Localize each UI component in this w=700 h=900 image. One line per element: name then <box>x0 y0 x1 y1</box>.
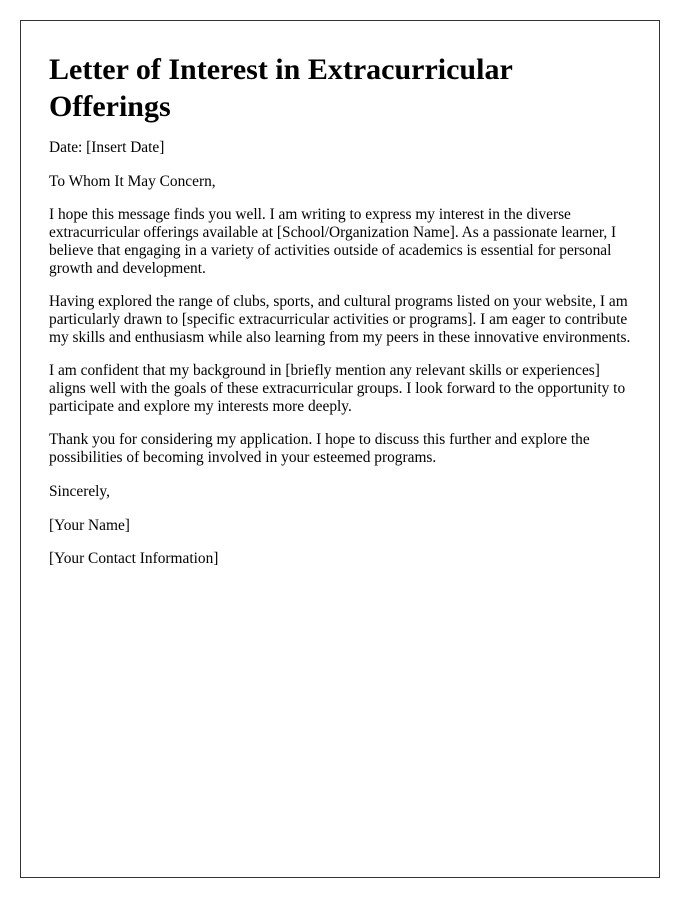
sender-contact: [Your Contact Information] <box>49 550 219 568</box>
body-paragraph-1: I hope this message finds you well. I am writing to express my interest in the diverse extracurricular offerings available at [School/Organization Name]. As a passionate learner, I believe that engaging in a variety of activities outside of academics is essential for personal growth and development. <box>49 206 617 277</box>
closing: Sincerely, <box>49 482 110 500</box>
sender-name: [Your Name] <box>49 516 130 534</box>
letter-title: Letter of Interest in Extracurricular Offerings <box>49 53 513 123</box>
salutation: To Whom It May Concern, <box>49 172 216 190</box>
body-paragraph-4: Thank you for considering my application. I hope to discuss this further and explore the possibilities of becoming involved in your esteemed programs. <box>49 431 590 467</box>
body-paragraph-3: I am confident that my background in [briefly mention any relevant skills or experiences] aligns well with the goals of these extracurricular groups. I look forward to the opportunity to participate and explore my interests more deeply. <box>49 362 626 415</box>
date-line: Date: [Insert Date] <box>49 139 165 156</box>
body-paragraph-2: Having explored the range of clubs, sports, and cultural programs listed on your website, I am particularly drawn to [specific extracurricular activities or programs]. I am eager to contribute my skills and enthusiasm while also learning from my peers in these innovative environments. <box>49 293 631 346</box>
letter-page <box>20 20 660 878</box>
